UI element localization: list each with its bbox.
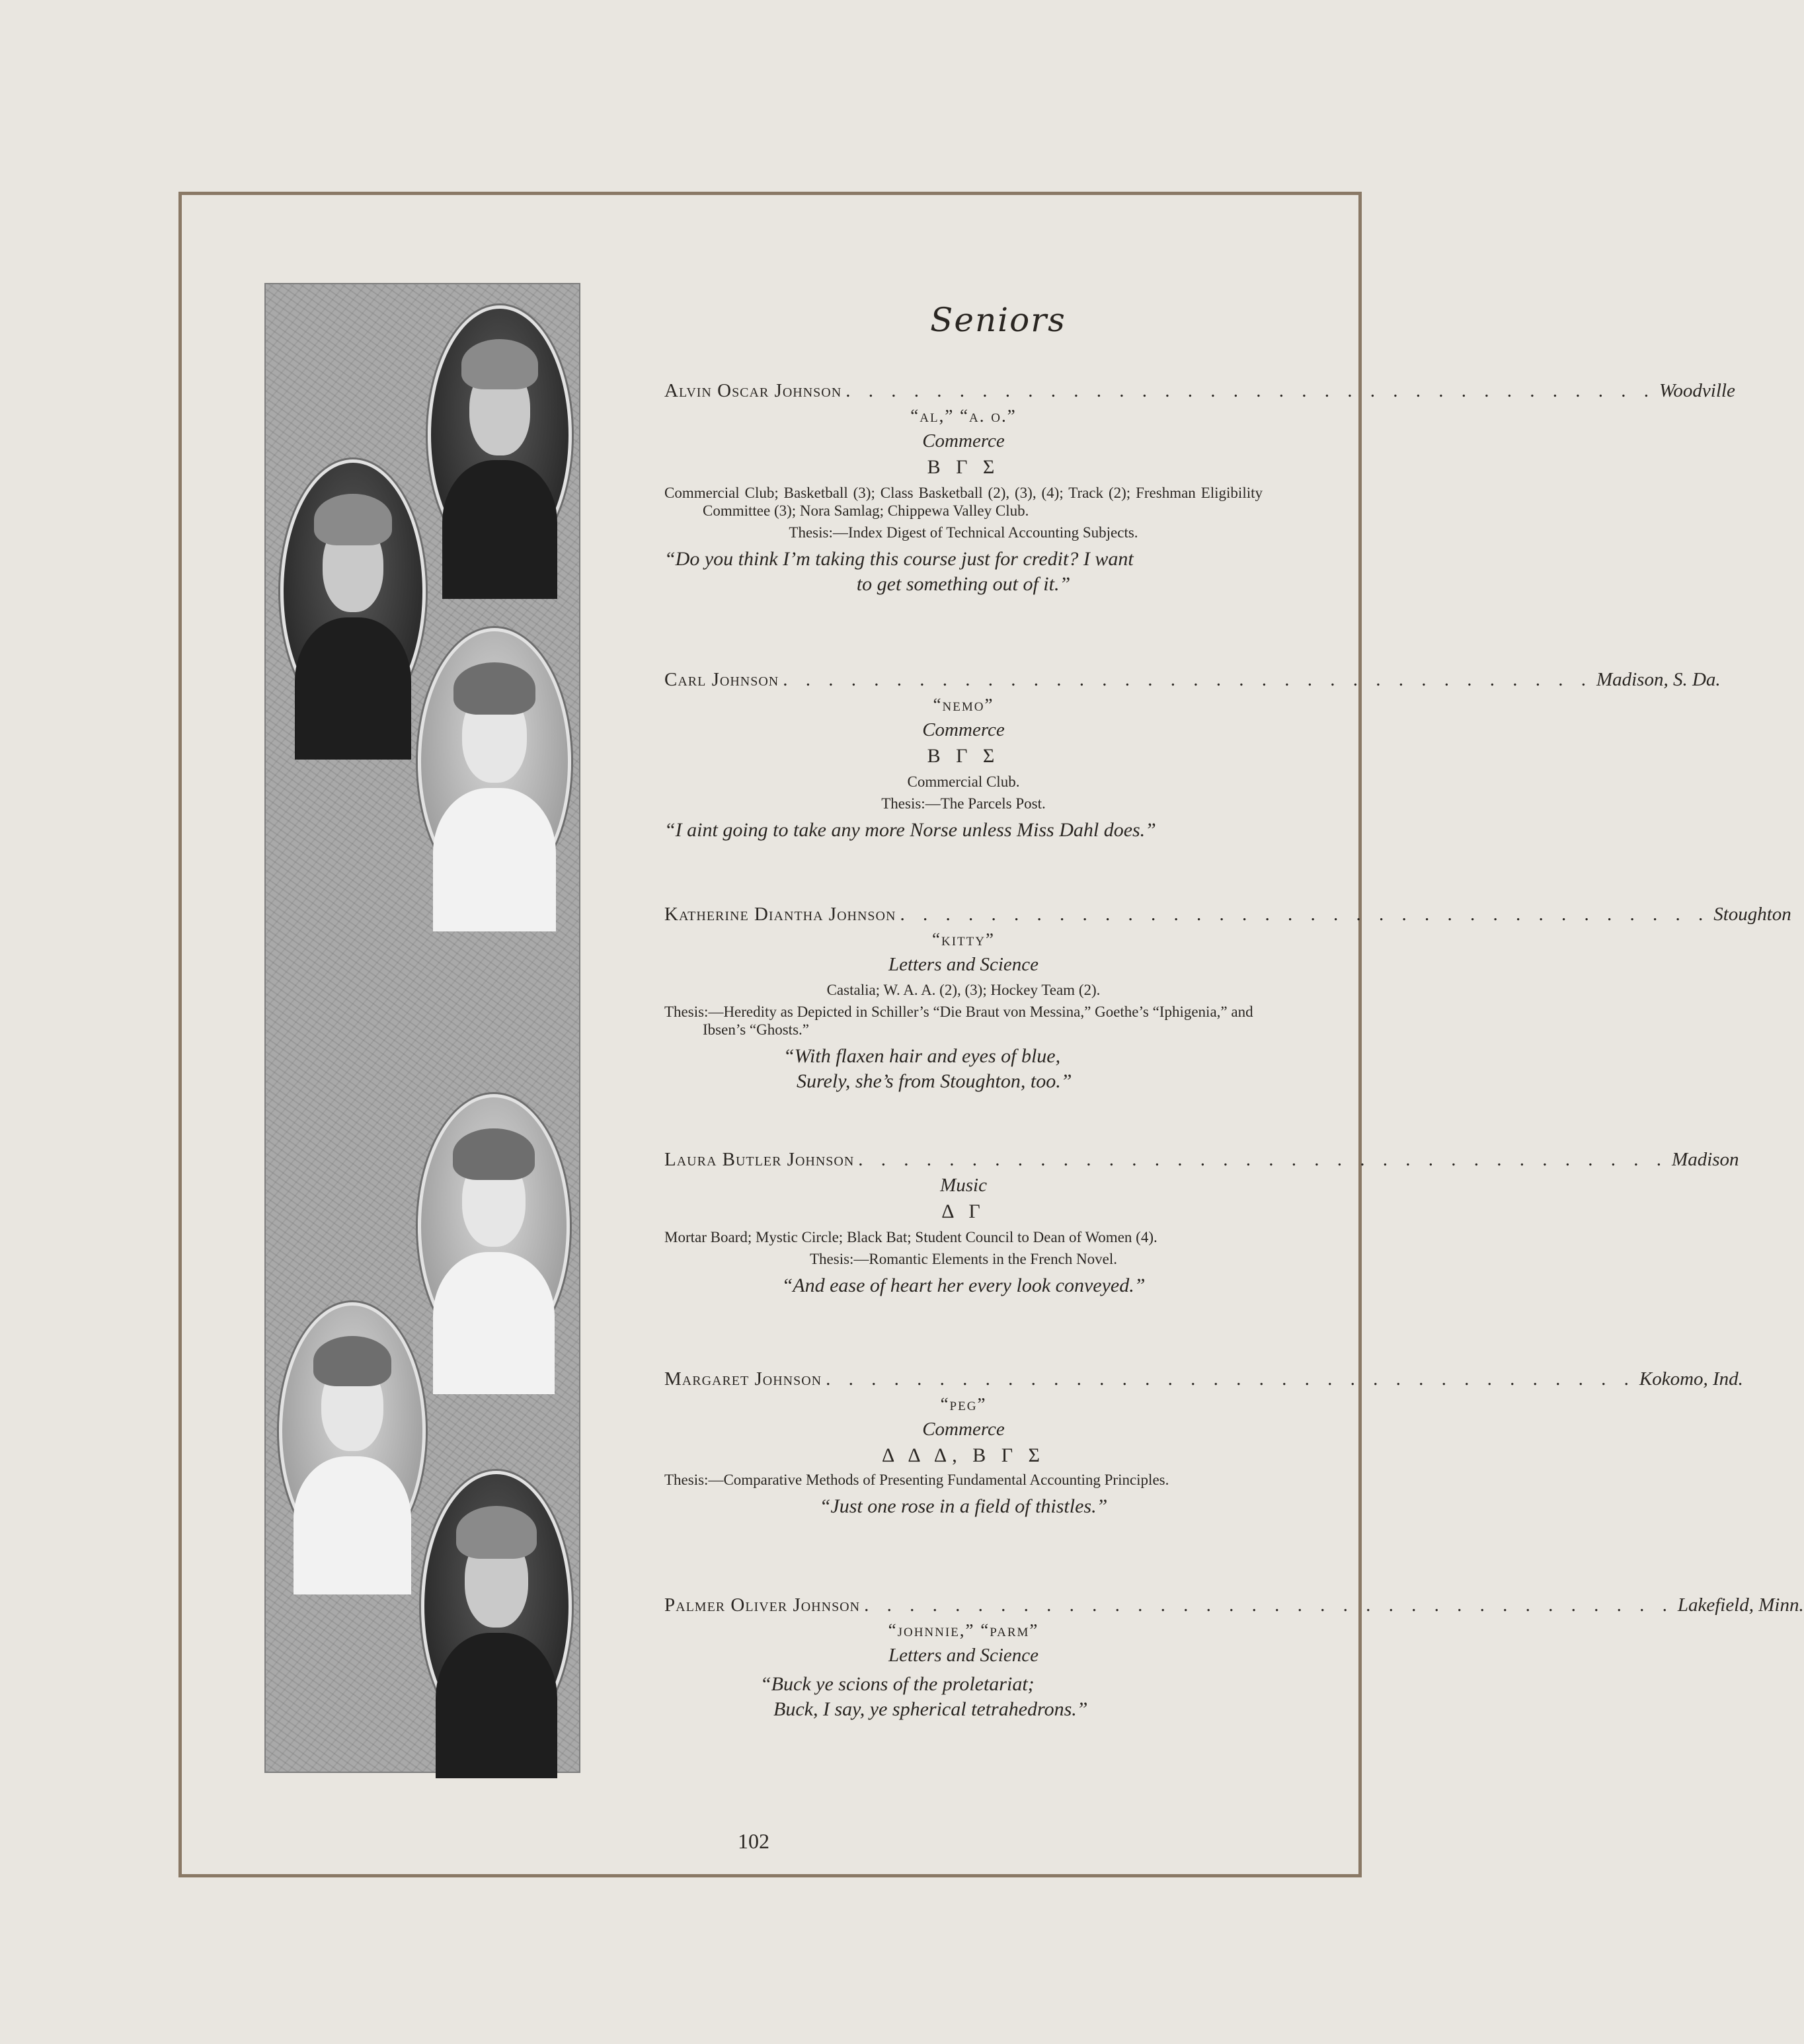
page-heading: Seniors <box>930 301 1066 339</box>
portrait-katherine-johnson <box>418 628 571 896</box>
senior-activities: Castalia; W. A. A. (2), (3); Hockey Team (2). <box>826 982 1101 998</box>
page-number: 102 <box>738 1829 769 1853</box>
senior-quote: “Just one rose in a field of thistles.” <box>819 1495 1108 1517</box>
portrait-palmer-johnson <box>421 1471 572 1742</box>
senior-hometown: Madison, S. Da. <box>1596 669 1721 690</box>
senior-course: Commerce <box>922 719 1005 740</box>
senior-thesis: Thesis:—Heredity as Depicted in Schiller’s “Die Braut von Messina,” Goethe’s “Iphigenia,” and Ibsen’s “Ghosts.” <box>664 1003 1253 1038</box>
senior-hometown: Woodville <box>1659 380 1735 401</box>
senior-nickname: “peg” <box>940 1394 987 1414</box>
senior-name: Katherine Diantha Johnson <box>664 904 896 925</box>
senior-name: Alvin Oscar Johnson <box>664 380 842 401</box>
senior-thesis: Thesis:—The Parcels Post. <box>881 795 1046 812</box>
senior-entry-palmer: Palmer Oliver Johnson . . . . . . . . . . . . . . . . . . . . . . . . . . . . . . . . . . . . Lakefield, Minn. “johnnie,” “parm” Letters and Science “Buck ye scions of the proletariat; Buck, I say, ye spherical tetrahedrons.” <box>664 1594 1263 1722</box>
senior-fraternity: Β Γ Σ <box>927 745 1000 767</box>
senior-name: Laura Butler Johnson <box>664 1149 855 1170</box>
senior-course: Letters and Science <box>888 1645 1039 1666</box>
senior-entry-laura: Laura Butler Johnson . . . . . . . . . . . . . . . . . . . . . . . . . . . . . . . . . . . . Madison Music Δ Γ Mortar Board; Mystic Circle; Black Bat; Student Council to Dean of Women (4). Thesis:—Romantic Elements in the French Novel. “And ease of heart her every look conveyed.” <box>664 1149 1263 1298</box>
senior-fraternity: Δ Δ Δ, Β Γ Σ <box>881 1444 1046 1466</box>
senior-entry-carl: Carl Johnson . . . . . . . . . . . . . . . . . . . . . . . . . . . . . . . . . . . . Madison, S. Da. “nemo” Commerce Β Γ Σ Commercial Club. Thesis:—The Parcels Post. “I aint going to take any more Norse unless Miss Dahl does.” <box>664 669 1263 843</box>
senior-course: Commerce <box>922 430 1005 452</box>
senior-quote: “Buck ye scions of the proletariat; Buck, I say, ye spherical tetrahedrons.” <box>760 1673 1088 1720</box>
portrait-margaret-johnson <box>279 1302 426 1560</box>
portrait-carl-johnson <box>280 459 426 724</box>
senior-entry-katherine: Katherine Diantha Johnson . . . . . . . . . . . . . . . . . . . . . . . . . . . . . . . . . . . . Stoughton “kitty” Letters and Science Castalia; W. A. A. (2), (3); Hockey Team (2). Thesis:—Heredity as Depicted in Schiller’s “Die Braut von Messina,” Goethe’s “Iphigenia,” and Ibsen’s “Ghosts.” “With flaxen hair and eyes of blue, Surely, she’s from Stoughton, too.” <box>664 904 1263 1094</box>
senior-thesis: Thesis:—Comparative Methods of Presenting Fundamental Accounting Principles. <box>664 1472 1169 1488</box>
senior-quote: “With flaxen hair and eyes of blue, Surely, she’s from Stoughton, too.” <box>783 1045 1072 1092</box>
senior-hometown: Kokomo, Ind. <box>1639 1368 1743 1390</box>
senior-quote: “And ease of heart her every look conveyed.” <box>781 1275 1146 1296</box>
senior-name: Carl Johnson <box>664 669 779 690</box>
senior-activities: Commercial Club. <box>907 773 1020 790</box>
senior-hometown: Stoughton <box>1713 904 1791 925</box>
senior-course: Commerce <box>922 1419 1005 1440</box>
senior-hometown: Madison <box>1672 1149 1739 1170</box>
senior-entry-margaret: Margaret Johnson . . . . . . . . . . . . . . . . . . . . . . . . . . . . . . . . . . . . Kokomo, Ind. “peg” Commerce Δ Δ Δ, Β Γ Σ Thesis:—Comparative Methods of Presenting Fundamental Accounting Principles. “Just one rose in a field of thistles.” <box>664 1368 1263 1519</box>
portrait-alvin-johnson <box>428 305 572 565</box>
senior-thesis: Thesis:—Index Digest of Technical Accounting Subjects. <box>789 524 1138 541</box>
senior-quote: “I aint going to take any more Norse unless Miss Dahl does.” <box>664 819 1156 841</box>
senior-nickname: “nemo” <box>933 695 994 715</box>
senior-thesis: Thesis:—Romantic Elements in the French Novel. <box>809 1251 1118 1267</box>
senior-course: Music <box>940 1175 987 1196</box>
senior-quote: “Do you think I’m taking this course just for credit? I want to get something out of it.” <box>664 548 1134 595</box>
senior-nickname: “al,” “a. o.” <box>910 406 1017 426</box>
portrait-laura-johnson <box>418 1094 570 1358</box>
senior-activities: Commercial Club; Basketball (3); Class Basketball (2), (3), (4); Track (2); Freshman Eligibility Committee (3); Nora Samlag; Chippewa Valley Club. <box>664 485 1263 519</box>
senior-fraternity: Δ Γ <box>941 1200 986 1222</box>
portrait-collage <box>264 283 580 1773</box>
senior-name: Palmer Oliver Johnson <box>664 1594 861 1616</box>
senior-name: Margaret Johnson <box>664 1368 822 1390</box>
senior-nickname: “kitty” <box>932 929 995 949</box>
senior-nickname: “johnnie,” “parm” <box>888 1620 1039 1640</box>
senior-activities: Mortar Board; Mystic Circle; Black Bat; Student Council to Dean of Women (4). <box>664 1229 1157 1245</box>
senior-fraternity: Β Γ Σ <box>927 456 1000 478</box>
senior-hometown: Lakefield, Minn. <box>1677 1594 1804 1616</box>
senior-entry-alvin: Alvin Oscar Johnson . . . . . . . . . . . . . . . . . . . . . . . . . . . . . . . . . . . . Woodville “al,” “a. o.” Commerce Β Γ Σ Commercial Club; Basketball (3); Class Basketball (2), (3), (4); Track (2); Freshman Eligibility Committee (3); Nora Samlag; Chippewa Valley Club. Thesis:—Index Digest of Technical Accounting Subjects. “Do you think I’m taking this course just for credit? I want to get something out of it.” <box>664 380 1263 597</box>
senior-course: Letters and Science <box>888 954 1039 975</box>
